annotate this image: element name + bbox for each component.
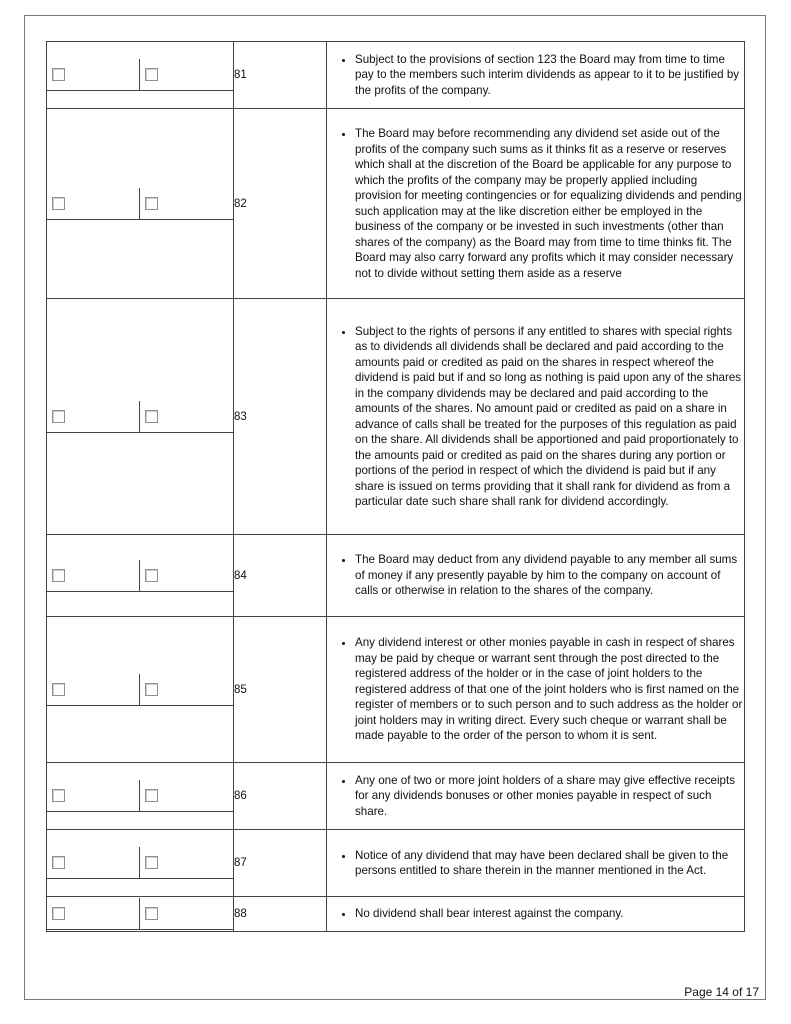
article-number: 81	[234, 42, 327, 109]
article-number: 84	[234, 535, 327, 617]
article-text-cell	[327, 42, 745, 109]
page-number: Page 14 of 17	[684, 985, 759, 999]
article-number: 86	[234, 763, 327, 830]
checkbox-cell	[47, 763, 234, 830]
article-row	[47, 897, 745, 932]
article-row	[47, 109, 745, 299]
checkbox-2[interactable]	[145, 907, 158, 920]
article-text-cell	[327, 897, 745, 932]
article-row	[47, 299, 745, 535]
checkbox-1[interactable]	[52, 789, 65, 802]
article-number: 82	[234, 109, 327, 299]
checkbox-1[interactable]	[52, 410, 65, 423]
checkbox-2[interactable]	[145, 197, 158, 210]
article-row	[47, 42, 745, 109]
article-row	[47, 535, 745, 617]
article-number: 87	[234, 830, 327, 897]
checkbox-2[interactable]	[145, 683, 158, 696]
checkbox-cell	[47, 897, 234, 932]
article-text-cell	[327, 830, 745, 897]
article-text: • No dividend shall bear interest against the company.	[355, 906, 744, 922]
article-number: 85	[234, 617, 327, 763]
article-text-cell	[327, 299, 745, 535]
checkbox-2[interactable]	[145, 410, 158, 423]
checkbox-1[interactable]	[52, 907, 65, 920]
checkbox-2[interactable]	[145, 789, 158, 802]
article-text: • The Board may deduct from any dividend payable to any member all sums of money if any presently payable by him to the company on account of calls or otherwise in relation to the shares of the company.	[355, 552, 744, 599]
checkbox-cell	[47, 299, 234, 535]
checkbox-cell	[47, 109, 234, 299]
article-row	[47, 830, 745, 897]
article-text: • The Board may before recommending any dividend set aside out of the profits of the company such sums as it thinks fit as a reserve or reserves which shall at the discretion of the Board be applicable for any purpose to which the profits of the company may be properly applied including provision for meeting contingencies or for equalizing dividends and pending such application may at the like discretion either be employed in the business of the company or be invested in such investments (other than shares of the company) as the Board may from time to time thinks fit. The Board may also carry forward any profits which it may consider necessary not to divide without setting them aside as a reserve	[355, 126, 744, 281]
checkbox-1[interactable]	[52, 68, 65, 81]
article-row	[47, 617, 745, 763]
article-text: • Subject to the provisions of section 123 the Board may from time to time pay to the members such interim dividends as appear to it to be justified by the profits of the company.	[355, 52, 744, 99]
checkbox-2[interactable]	[145, 569, 158, 582]
article-text-cell	[327, 535, 745, 617]
checkbox-1[interactable]	[52, 856, 65, 869]
article-row	[47, 763, 745, 830]
article-text: • Any dividend interest or other monies payable in cash in respect of shares may be paid by cheque or warrant sent through the post directed to the registered address of the holder or in the case of joint holders to the registered address of that one of the joint holders who is first named on the register of members or to such person and to such address as the holder or joint holders may in writing direct. Every such cheque or warrant shall be made payable to the order of the person to whom it is sent.	[355, 635, 744, 744]
article-number: 88	[234, 897, 327, 932]
checkbox-1[interactable]	[52, 197, 65, 210]
checkbox-2[interactable]	[145, 856, 158, 869]
checkbox-cell	[47, 617, 234, 763]
article-text-cell	[327, 109, 745, 299]
article-text: • Subject to the rights of persons if any entitled to shares with special rights as to dividends all dividends shall be declared and paid according to the amounts paid or credited as paid on the shares in respect whereof the dividend is paid but if and so long as nothing is paid upon any of the shares in the company dividends may be declared and paid according to the amounts of the shares. No amount paid or credited as paid on a share in advance of calls shall be treated for the purposes of this regulation as paid on the share. All dividends shall be apportioned and paid proportionately to the amounts paid or credited as paid on the shares during any portion or portions of the period in respect of which the dividend is paid but if any share is issued on terms providing that it shall rank for dividend as from a particular date such share shall rank for dividend accordingly.	[355, 324, 744, 510]
articles-table	[46, 41, 745, 932]
checkbox-1[interactable]	[52, 683, 65, 696]
checkbox-2[interactable]	[145, 68, 158, 81]
checkbox-cell	[47, 830, 234, 897]
checkbox-cell	[47, 535, 234, 617]
article-number: 83	[234, 299, 327, 535]
article-text: • Notice of any dividend that may have been declared shall be given to the persons entitled to share therein in the manner mentioned in the Act.	[355, 848, 744, 879]
checkbox-1[interactable]	[52, 569, 65, 582]
article-text: • Any one of two or more joint holders of a share may give effective receipts for any dividends bonuses or other monies payable in respect of such share.	[355, 773, 744, 820]
article-text-cell	[327, 763, 745, 830]
article-text-cell	[327, 617, 745, 763]
checkbox-cell	[47, 42, 234, 109]
